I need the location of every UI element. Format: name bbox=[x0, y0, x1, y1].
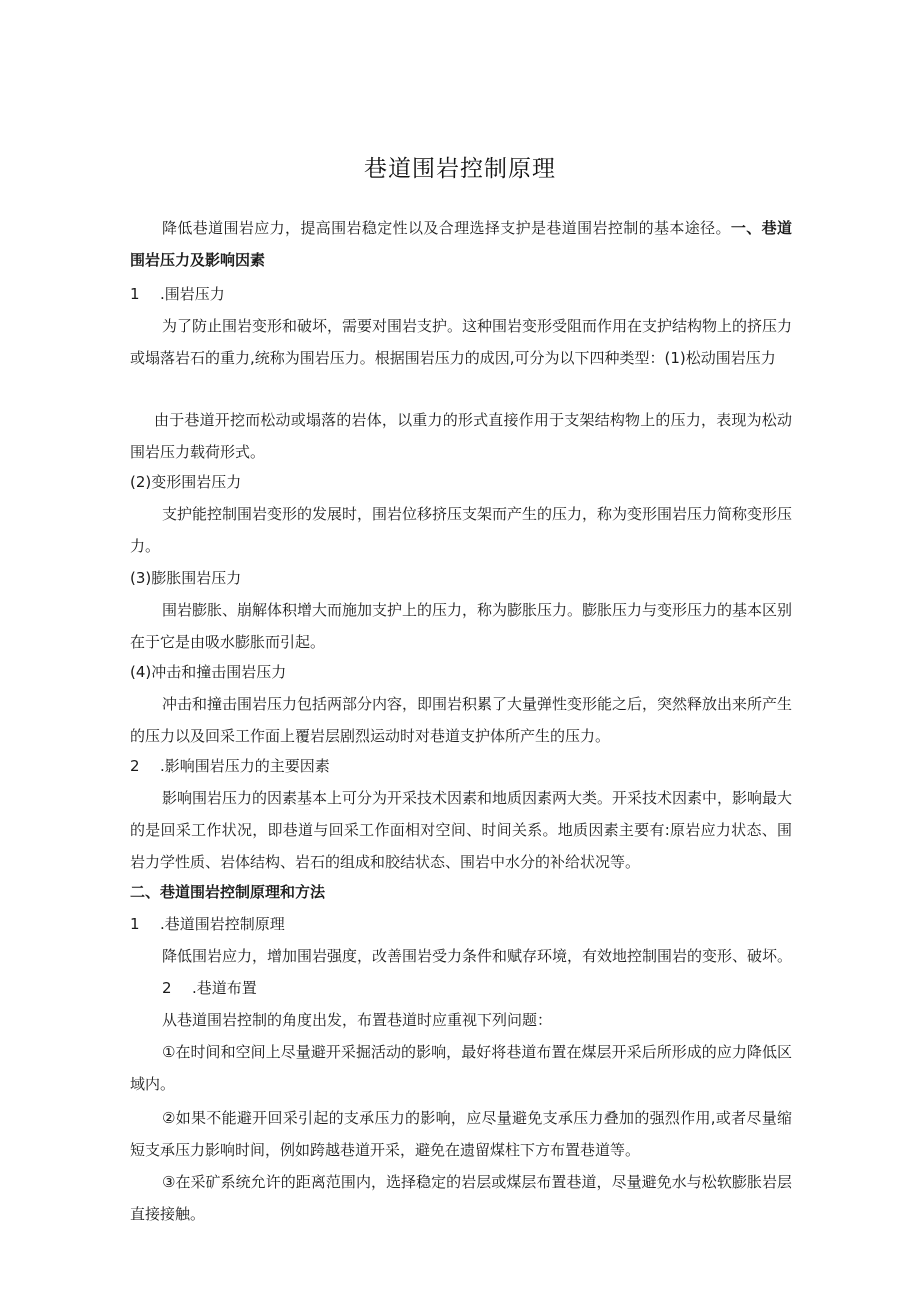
subheading-text: .影响围岩压力的主要因素 bbox=[160, 757, 330, 775]
paragraph-rock-pressure: 为了防止围岩变形和破坏，需要对围岩支护。这种围岩变形受阻而作用在支护结构物上的挤压力或塌落岩石的重力,统称为围岩压力。根据围岩压力的成因,可分为以下四种类型：(1)松动围岩压力 bbox=[130, 317, 793, 367]
subheading-impact: (4)冲击和撞击围岩压力 bbox=[130, 663, 287, 681]
paragraph-control-principle: 降低围岩应力，增加围岩强度，改善围岩受力条件和赋存环境，有效地控制围岩的变形、破坏。 bbox=[162, 947, 793, 965]
paragraph-deformation: 支护能控制围岩变形的发展时，围岩位移挤压支架而产生的压力，称为变形围岩压力简称变形压力。 bbox=[130, 505, 793, 555]
subheading-text: .围岩压力 bbox=[160, 285, 225, 303]
list-item-3: ③在采矿系统允许的距离范围内，选择稳定的岩层或煤层布置巷道，尽量避免水与松软膨胀岩层直接接触。 bbox=[130, 1173, 792, 1223]
subheading-number: 2 bbox=[162, 979, 172, 997]
subheading-2-2 bbox=[130, 972, 792, 1004]
subheading-deformation: (2)变形围岩压力 bbox=[130, 473, 242, 491]
subheading-2-1 bbox=[130, 908, 792, 940]
subheading-1-1 bbox=[130, 278, 792, 310]
subheading-1-2 bbox=[130, 750, 792, 782]
paragraph-impact: 冲击和撞击围岩压力包括两部分内容，即围岩积累了大量弹性变形能之后，突然释放出来所产生的压力以及回采工作面上覆岩层剧烈运动时对巷道支护体所产生的压力。 bbox=[130, 695, 793, 745]
page-title: 巷道围岩控制原理 bbox=[364, 156, 556, 182]
paragraph-loose-pressure: 由于巷道开挖而松动或塌落的岩体，以重力的形式直接作用于支架结构物上的压力，表现为松动围岩压力载荷形式。 bbox=[130, 411, 792, 461]
subheading-number: 1 bbox=[130, 285, 140, 303]
paragraph-layout: 从巷道围岩控制的角度出发，布置巷道时应重视下列问题： bbox=[162, 1011, 553, 1029]
list-item-1: ①在时间和空间上尽量避开采掘活动的影响，最好将巷道布置在煤层开采后所形成的应力降低区域内。 bbox=[130, 1043, 792, 1093]
subheading-text: .巷道围岩控制原理 bbox=[160, 915, 285, 933]
subheading-number: 1 bbox=[130, 915, 140, 933]
list-item-2: ②如果不能避开回采引起的支承压力的影响，应尽量避免支承压力叠加的强烈作用,或者尽量缩短支承压力影响时间，例如跨越巷道开采，避免在遗留煤柱下方布置巷道等。 bbox=[130, 1109, 792, 1159]
intro-paragraph bbox=[130, 212, 792, 276]
subheading-swelling: (3)膨胀围岩压力 bbox=[130, 569, 242, 587]
paragraph-factors: 影响围岩压力的因素基本上可分为开采技术因素和地质因素两大类。开采技术因素中，影响最大的是回采工作状况，即巷道与回采工作面相对空间、时间关系。地质因素主要有:原岩应力状态、围岩力学性质、岩体结构、岩石的组成和胶结状态、围岩中水分的补给状况等。 bbox=[130, 789, 793, 871]
intro-text: 降低巷道围岩应力，提高围岩稳定性以及合理选择支护是巷道围岩控制的基本途径。 bbox=[162, 219, 731, 237]
section1-heading: 一、巷道围岩压力及影响因素 bbox=[130, 219, 792, 269]
paragraph-swelling: 围岩膨胀、崩解体积增大而施加支护上的压力，称为膨胀压力。膨胀压力与变形压力的基本区别在于它是由吸水膨胀而引起。 bbox=[130, 601, 793, 651]
section2-heading: 二、巷道围岩控制原理和方法 bbox=[130, 883, 326, 901]
subheading-text: .巷道布置 bbox=[192, 979, 257, 997]
subheading-number: 2 bbox=[130, 757, 140, 775]
